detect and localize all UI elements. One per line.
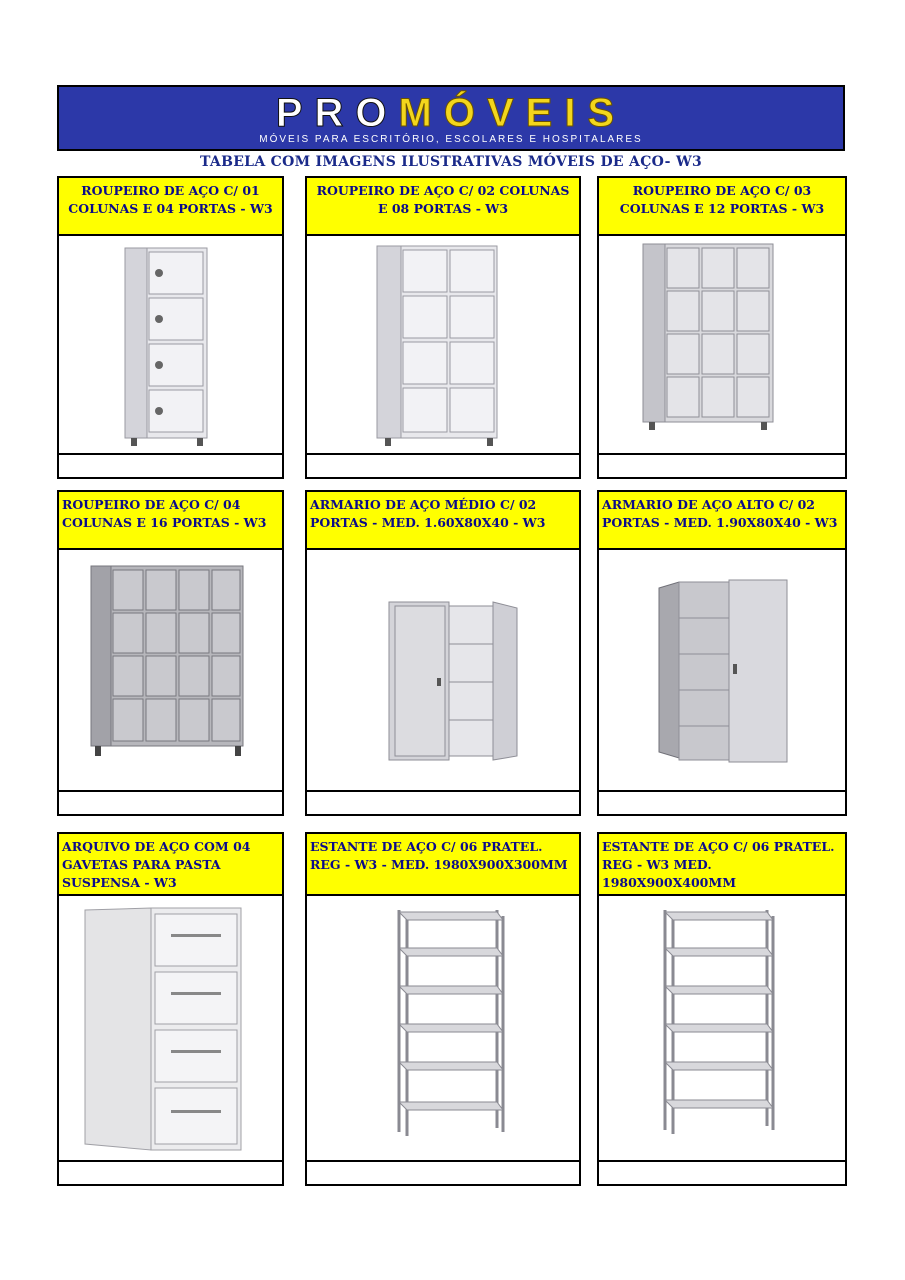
brand-logo-pro: PRO xyxy=(275,91,399,135)
product-footer xyxy=(307,453,579,477)
product-footer xyxy=(59,453,282,477)
product-title: ARQUIVO DE AÇO COM 04 GAVETAS PARA PASTA SUSPENSA - W3 xyxy=(59,834,282,896)
product-title: ROUPEIRO DE AÇO C/ 03 COLUNAS E 12 PORTAS - W3 xyxy=(599,178,845,236)
product-footer xyxy=(599,453,845,477)
product-title: ROUPEIRO DE AÇO C/ 01 COLUNAS E 04 PORTAS - W3 xyxy=(59,178,282,236)
steel-shelf-icon xyxy=(307,896,579,1162)
product-card xyxy=(597,490,847,816)
product-card xyxy=(57,832,284,1186)
product-card xyxy=(597,176,847,479)
steel-locker-4-columns-icon xyxy=(59,550,282,792)
product-title: ROUPEIRO DE AÇO C/ 04 COLUNAS E 16 PORTAS - W3 xyxy=(59,492,282,550)
product-footer xyxy=(599,790,845,814)
page-subtitle: TABELA COM IMAGENS ILUSTRATIVAS MÓVEIS DE AÇO- W3 xyxy=(199,154,703,170)
product-footer xyxy=(59,1160,282,1184)
product-title: ESTANTE DE AÇO C/ 06 PRATEL. REG - W3 - MED. 1980X900X300MM xyxy=(307,834,579,896)
product-title: ROUPEIRO DE AÇO C/ 02 COLUNAS E 08 PORTAS - W3 xyxy=(307,178,579,236)
steel-cabinet-tall-icon xyxy=(599,550,845,792)
product-footer xyxy=(599,1160,845,1184)
product-title: ARMARIO DE AÇO ALTO C/ 02 PORTAS - MED. 1.90X80X40 - W3 xyxy=(599,492,845,550)
product-card xyxy=(305,832,581,1186)
steel-locker-2-columns-icon xyxy=(307,236,579,455)
brand-banner xyxy=(57,85,845,151)
brand-logo-moveis: MÓVEIS xyxy=(398,91,627,135)
product-title: ARMARIO DE AÇO MÉDIO C/ 02 PORTAS - MED. 1.60X80X40 - W3 xyxy=(307,492,579,550)
steel-shelf-icon xyxy=(599,896,845,1162)
product-card xyxy=(305,490,581,816)
steel-locker-1-column-icon xyxy=(59,236,282,455)
brand-logo xyxy=(59,93,843,133)
brand-tagline: MÓVEIS PARA ESCRITÓRIO, ESCOLARES E HOSPITALARES xyxy=(259,134,643,145)
product-card xyxy=(57,176,284,479)
product-footer xyxy=(307,1160,579,1184)
product-footer xyxy=(59,790,282,814)
product-card xyxy=(597,832,847,1186)
product-card xyxy=(57,490,284,816)
product-card xyxy=(305,176,581,479)
steel-locker-3-columns-icon xyxy=(599,236,845,455)
steel-file-cabinet-icon xyxy=(59,896,282,1162)
product-footer xyxy=(307,790,579,814)
steel-cabinet-medium-icon xyxy=(307,550,579,792)
product-title: ESTANTE DE AÇO C/ 06 PRATEL. REG - W3 MED. 1980X900X400MM xyxy=(599,834,845,896)
